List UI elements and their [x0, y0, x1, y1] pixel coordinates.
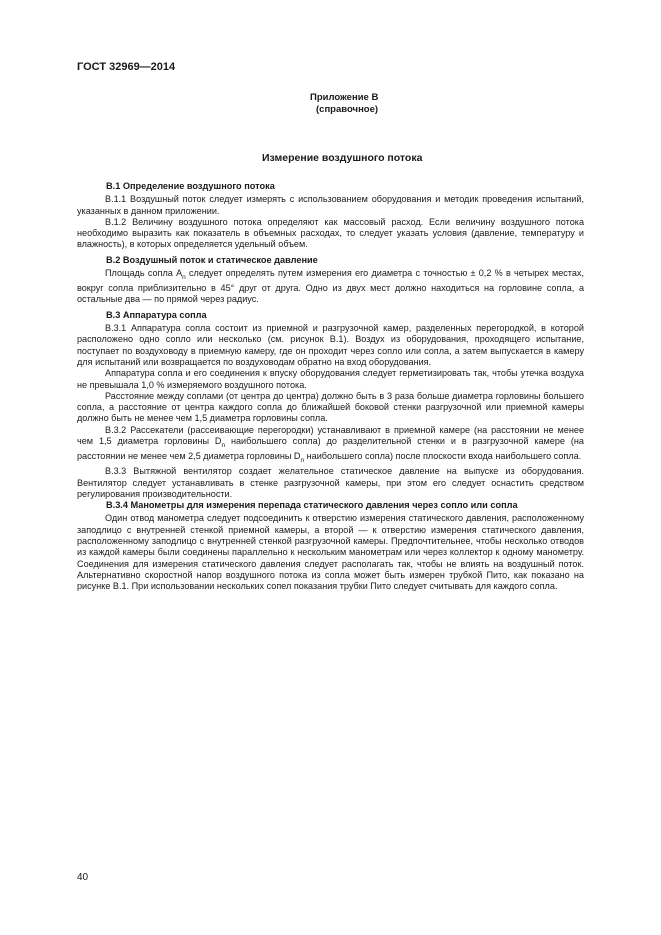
paragraph-b3-5: В.3.3 Вытяжной вентилятор создает желательное статическое давление на выпуске из оборудования. Вентилятор следует устанавливать в стенке разгрузочной камеры, при этом его следует оснастить средством регулирования производительности.: [77, 466, 584, 499]
paragraph-b3-4: В.3.2 Рассекатели (рассеивающие перегородки) устанавливают в приемной камере (на расстоянии не менее чем 1,5 диаметра горловины $D_n$ наибольшего сопла) до разделительной стенки и в разгрузочной камере (на расстоянии не менее чем 2,5 диаметра горловины $D_n$ наибольшего сопла) после плоскости входа наибольшего сопла.: [77, 424, 584, 464]
appendix-label: Приложение В: [310, 92, 379, 103]
paragraph-b1-2: В.1.2 Величину воздушного потока определяют как массовый расход. Если величину воздушного потока необходимо выразить как показатель в объемных расходах, то следует указать условия (давление, температуру и влажность), в которых определяется удельный объем.: [77, 216, 584, 250]
heading-b2: В.2 Воздушный поток и статическое давление: [106, 254, 318, 265]
paragraph-b1-1: В.1.1 Воздушный поток следует измерять с использованием оборудования и методик проведения испытаний, указанных в данном приложении.: [77, 194, 584, 216]
heading-b3-4: В.3.4 Манометры для измерения перепада статического давления через сопло или сопла: [106, 500, 518, 511]
paragraph-b3-2: Аппаратура сопла и его соединения к впуску оборудования следует герметизировать так, чтобы утечка воздуха не превышала 1,0 % измеряемого воздушного потока.: [77, 368, 584, 390]
paragraph-b3-1: В.3.1 Аппаратура сопла состоит из приемной и разгрузочной камер, разделенных перегородкой, в которой расположено одно сопло или несколько (см. рисунок В.1). Воздух из оборудования, проходящего испытание, поступает по воздуховоду в приемную камеру, где он проходит через сопло или сопла, а затем выпускается в камеру для испытаний или возвращается по воздуховодам обратно на вход оборудования.: [77, 323, 584, 367]
paragraph-b3-3: Расстояние между соплами (от центра до центра) должно быть в 3 раза больше диаметра горловины большего сопла, а расстояние от центра каждого сопла до ближайшей боковой стенки разгрузочной или приемной камеры должно быть не менее чем 1,5 диаметра горловины сопла.: [77, 390, 584, 424]
standard-header: ГОСТ 32969—2014: [77, 61, 176, 73]
appendix-type: (справочное): [316, 104, 379, 115]
page-number: 40: [77, 872, 89, 883]
heading-b3: В.3 Аппаратура сопла: [106, 309, 207, 320]
heading-b1: В.1 Определение воздушного потока: [106, 181, 275, 191]
section-title: Измерение воздушного потока: [262, 152, 423, 164]
document-body: [77, 181, 584, 593]
paragraph-b3-6: Один отвод манометра следует подсоединить к отверстию измерения статического давления, расположенному заподлицо с внутренней стенкой приемной камеры, а второй — к отверстию измерения статического давления, расположенному заподлицо с внутренней стенкой разгрузочной камеры. Предпочтительнее, чтобы несколько отводов из каждой камеры были соединены параллельно к нескольким манометрам или через коллектор к одному манометру. Соединения для измерения статического давления следует располагать так, чтобы не влиять на воздушный поток. Альтернативно скоростной напор воздушного потока из сопла может быть измерен трубкой Пито, как показано на рисунке В.1. При использовании нескольких сопел показания трубки Пито следует считывать для каждого сопла.: [77, 513, 584, 592]
paragraph-b2-1: Площадь сопла $A_n$ следует определять путем измерения его диаметра с точностью ± 0,2 % в четырех местах, вокруг сопла приблизительно в 45° друг от друга. Одно из двух мест должно находиться на горловине сопла, а остальные два — по прямой через радиус.: [77, 268, 584, 305]
